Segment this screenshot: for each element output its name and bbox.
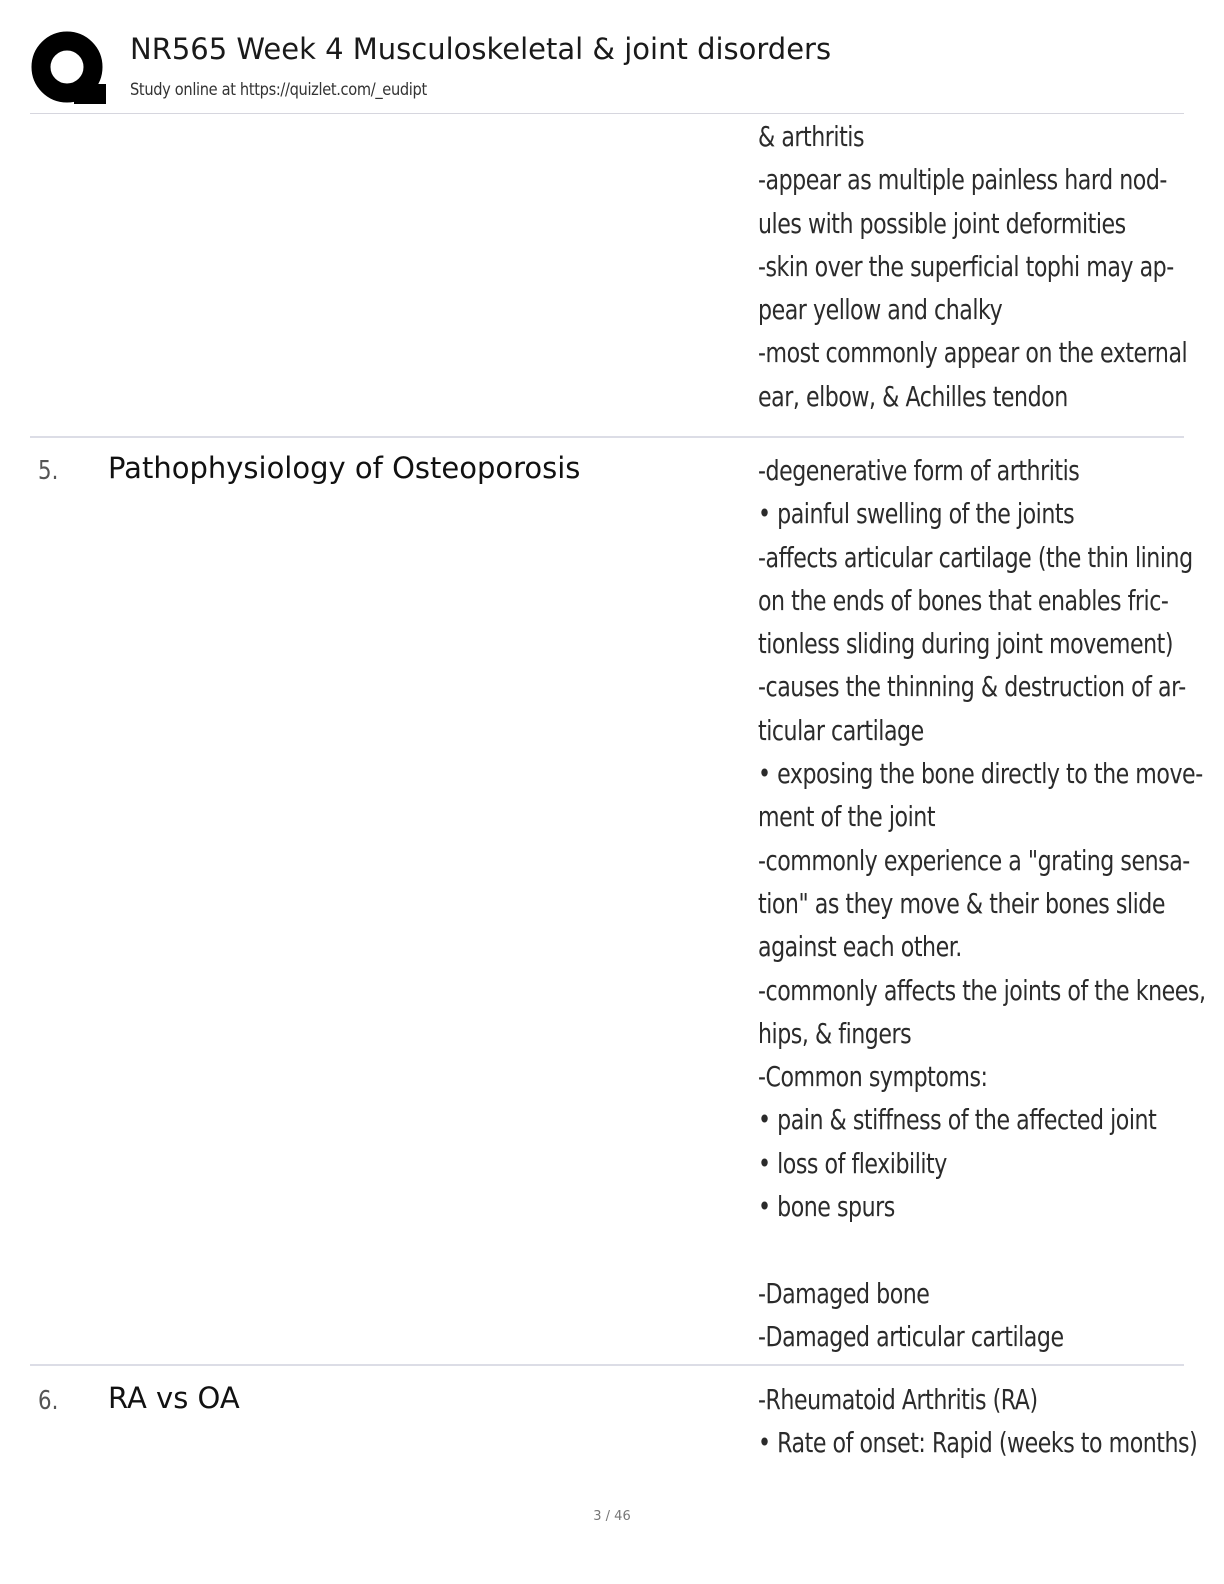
definition-line: • painful swelling of the joints	[758, 497, 1075, 531]
definition-line: -degenerative form of arthritis	[758, 454, 1080, 487]
definition-line: ment of the joint	[758, 800, 936, 834]
definition-line: -Common symptoms:	[758, 1060, 988, 1094]
definition-line: ules with possible joint deformities	[758, 206, 1126, 240]
card-number: 6.	[38, 1386, 59, 1416]
card-number: 5.	[38, 456, 59, 486]
card-term: Pathophysiology of Osteoporosis	[108, 451, 581, 485]
definition-line: • loss of flexibility	[758, 1146, 947, 1180]
definition-line: pear yellow and chalky	[758, 293, 1003, 327]
document-title: NR565 Week 4 Musculoskeletal & joint disorders	[130, 32, 832, 66]
definition-line: tion" as they move & their bones slide	[758, 886, 1165, 920]
page-number: 3 / 46	[593, 1509, 631, 1524]
definition-line: against each other.	[758, 930, 962, 964]
definition-line: -commonly experience a "grating sensa-	[758, 843, 1190, 877]
definition-line: • exposing the bone directly to the move-	[758, 757, 1203, 791]
definition-line: -causes the thinning & destruction of ar-	[758, 670, 1186, 704]
definition-line: -affects articular cartilage (the thin lining	[758, 540, 1193, 574]
definition-line: -Rheumatoid Arthritis (RA)	[758, 1383, 1038, 1416]
definition-line: -most commonly appear on the external	[758, 336, 1188, 370]
card-definition	[758, 115, 1188, 418]
definition-line: -Damaged bone	[758, 1276, 930, 1310]
definition-line: -commonly affects the joints of the knees,	[758, 973, 1206, 1007]
card-term: RA vs OA	[108, 1381, 240, 1415]
definition-line: -Damaged articular cartilage	[758, 1319, 1064, 1353]
page-header	[30, 28, 1184, 114]
definition-line: hips, & fingers	[758, 1016, 912, 1050]
card-definition	[758, 449, 1206, 1358]
definition-line: -appear as multiple painless hard nod-	[758, 163, 1167, 197]
quizlet-logo-icon	[30, 30, 108, 108]
definition-line: • Rate of onset: Rapid (weeks to months)	[758, 1426, 1198, 1460]
definition-line: ticular cartilage	[758, 713, 924, 747]
card-definition	[758, 1378, 1198, 1465]
definition-line: • pain & stiffness of the affected joint	[758, 1103, 1157, 1137]
definition-line: ear, elbow, & Achilles tendon	[758, 379, 1068, 413]
definition-line: tionless sliding during joint movement)	[758, 627, 1174, 661]
study-online-link[interactable]: Study online at https://quizlet.com/_eudipt	[130, 80, 427, 100]
card-divider	[30, 1364, 1184, 1366]
definition-line	[758, 1228, 1169, 1271]
header-divider	[30, 113, 1184, 114]
definition-line: -skin over the superficial tophi may ap-	[758, 249, 1174, 283]
definition-line: on the ends of bones that enables fric-	[758, 583, 1169, 617]
card-divider	[30, 436, 1184, 438]
definition-line: • bone spurs	[758, 1190, 895, 1224]
definition-line: & arthritis	[758, 120, 864, 153]
